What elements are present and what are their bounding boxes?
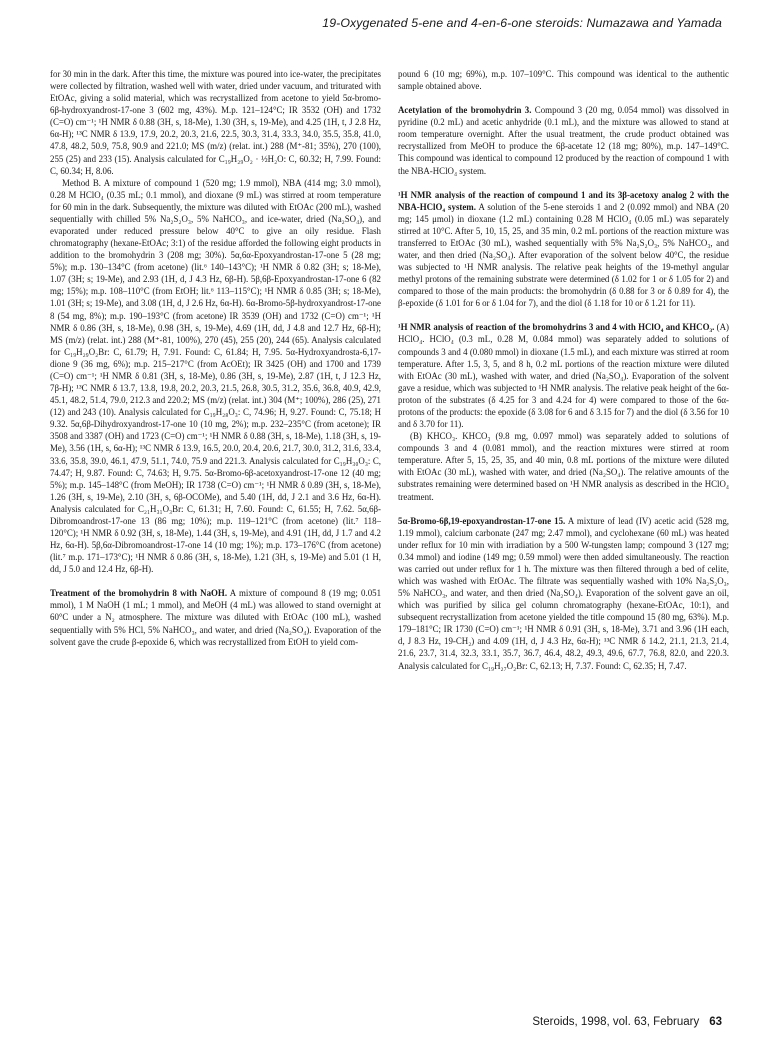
page-footer bbox=[532, 1016, 722, 1028]
journal-citation: Steroids, 1998, vol. 63, February bbox=[532, 1016, 700, 1028]
section-body: (A) HClO₄. HClO₄ (0.3 mL, 0.28 M, 0.084 mmol) was separately added to solutions of compounds 3 and 4 (0.080 mmol) in dioxane (1.5 mL), and each mixture was stirred at room temperature. After 1.5, 3, 5, and 8 h, 0.2 mL portions of the reaction mixture were diluted with EtOAc (30 mL), washed with water, and dried (Na₂SO₄). Evaporation of the solvent gave a residue, which was subjected to ¹H NMR analysis. The relative peak height of the 6α-proton of the substrates (δ 4.25 for 3 and 4.24 for 4) were compared to those of the 6α-protons of the products: the epoxide (δ 3.08 for 6 and δ 3.15 for 7) and the diol (δ 3.56 for 10 and δ 3.70 for 11). bbox=[398, 322, 729, 430]
paragraph-khco3: (B) KHCO₃. KHCO₃ (9.8 mg, 0.097 mmol) was separately added to solutions of compounds 3 and 4 (0.081 mmol), and the reaction mixtures were stirred at room temperature. After 5, 15, 25, 35, and 40 min, 0.8 mL portions of the mixture were diluted with EtOAc (30 mL), washed with water, and dried (Na₂SO₄). The relative amounts of the substrates remaining were determined based on ¹H NMR analysis as described in the HClO₄ treatment. bbox=[398, 431, 729, 502]
section-heading: Treatment of the bromohydrin 8 with NaOH. bbox=[50, 588, 228, 599]
paragraph-nmr-analysis-1 bbox=[398, 189, 729, 310]
section-heading: 5α-Bromo-6β,19-epoxyandrostan-17-one 15. bbox=[398, 515, 566, 526]
section-body: A mixture of lead (IV) acetic acid (528 mg, 1.19 mmol), calcium carbonate (247 mg; 2.47 mmol), and cyclohexane (60 mL) was heated under reflux for 10 min with irradiation by a 500 W-tungsten lamp; compound 3 (127 mg; 0.34 mmol) and iodine (149 mg; 0.59 mmol) were then added simultaneously. The reaction was carried out under reflux for 1 h. The mixture was then filtered through a bed of celite, which was washed with EtOAc. The filtrate was sequentially washed with 10% Na₂S₂O₃, 5% NaHCO₃, and water, and then dried (Na₂SO₄). Evaporation of the solvent gave an oil, which was purified by silica gel column chromatography (hexane-EtOAc, 10:1), and subsequent recrystallization from acetone yielded the title compound 15 (80 mg, 63%). M.p. 179–181°C; IR 1730 (C=O) cm⁻¹; ¹H NMR δ 0.91 (3H, s, 18-Me), 3.71 and 3.96 (1H each, d, J 8.3 Hz, 19-CH₂) and 4.09 (1H, d, J 4.3 Hz, 6α-H); ¹³C NMR δ 14.2, 21.1, 21.3, 21.4, 21.6, 23.7, 31.4, 32.3, 33.1, 35.7, 36.7, 46.4, 48.2, 49.3, 49.6, 67.7, 76.8, 82.0, and 220.3. Analysis calculated for C₁₉H₂₇O₂Br: C, 62.13; H, 7.37. Found: C, 62.35; H, 7.47. bbox=[398, 515, 729, 671]
section-body: A mixture of compound 8 (19 mg; 0.051 mmol), 1 M NaOH (1 mL; 1 mmol), and MeOH (4 mL) was allowed to stand overnight at 60°C under a N₂ atmosphere. The mixture was diluted with EtOAc (100 mL), washed sequentially with 5% HCl, 5% NaHCO₃, and water, and dried (Na₂SO₄). Evaporation of the solvent gave the crude β-epoxide 6, which was recrystallized from EtOH to yield com- bbox=[50, 588, 382, 647]
section-heading: ¹H NMR analysis of reaction of the bromohydrins 3 and 4 with HClO₄ and KHCO₃. bbox=[398, 322, 715, 333]
paragraph-method-b: Method B. A mixture of compound 1 (520 mg; 1.9 mmol), NBA (414 mg; 3.0 mmol), 0.28 M HClO₄ (0.35 mL; 0.1 mmol), and dioxane (9 mL) was stirred at room temperature for 60 min in the dark. Subsequently, the mixture was diluted with EtOAc (200 mL), washed sequentially with chilled 5% Na₂S₂O₃, 5% NaHCO₃, and ice-water, dried (Na₂SO₄), and evaporated under reduced pressure below 40°C to give an oily residue. Flash chromatography (hexane-EtOAc; 3:1) of the residue afforded the following eight products in addition to the bromohydrin 3 (208 mg; 30%). 5α,6α-Epoxyandrostan-17-one 5 (28 mg; 5%); m.p. 130–134°C (from acetone) (lit.⁶ 140–143°C); ¹H NMR δ 0.82 (3H; s; 18-Me), 1.07 (3H; s; 19-Me), and 2.93 (1H, d, J 4.3 Hz, 6β-H). 5β,6β-Epoxyandrostan-17-one 6 (82 mg; 15%); m.p. 108–110°C (from EtOH; lit.⁶ 113–115°C); ¹H NMR δ 0.85 (3H; s; 18-Me), 1.01 (3H; s; 19-Me), and 3.08 (1H, d, J 2.6 Hz, 6α-H). 6α-Bromo-5β-hydroxyandrost-17-one 8 (54 mg, 8%); m.p. 190–193°C (from acetone) IR 3539 (OH) and 1732 (C=O) cm⁻¹; ¹H NMR δ 0.86 (3H, s, 18-Me), 0.98 (3H, s, 19-Me), 4.69 (1H, dd, J 4.8 and 12.7 Hz, 6β-H); MS (m/z) (relat. int.) 288 (M⁺-81, 100%), 270 (45), 255 (20), 244 (65). Analysis calculated for C₁₉H₂₉O₂Br: C, 61.79; H, 7.91. Found: C, 61.84; H, 7.95. 5α-Hydroxyandrosta-6,17-dione 9 (36 mg, 6%); m.p. 215–217°C (from AcOEt); IR 3425 (OH) and 1700 and 1739 (C=O) cm⁻¹; ¹H NMR δ 0.81 (3H, s, 18-Me), 0.86 (3H, s, 19-Me), 2.87 (1H, t, J 12.3 Hz, 7β-H); ¹³C NMR δ 13.7, 13.8, 19.8, 20.2, 20.3, 21.5, 26.8, 30.5, 31.2, 35.6, 36.8, 40.9, 42.9, 45.1, 48.2, 51.4, 79.0, 212.3 and 220.2; MS (m/z) (relat. int.) 304 (M⁺; 100%), 286 (25), 271 (12) and 243 (10). Analysis calculated for C₁₉H₂₈O₃: C, 74.96; H, 9.27. Found: C, 75.18; H 9.32. 5α,6β-Dihydroxyandrost-17-one 10 (10 mg, 2%); m.p. 232–235°C (from acetone); IR 3508 and 3387 (OH) and 1723 (C=O) cm⁻¹; ¹H NMR δ 0.88 (3H, s, 18-Me), 1.18 (3H, s, 19-Me), 3.56 (1H, s, 6α-H); ¹³C NMR δ 13.9, 16.5, 20.0, 20.4, 20.6, 21.7, 30.0, 31.2, 31.6, 33.4, 33.6, 35.8, 39.0, 46.1, 47.9, 51.1, 74.0, 75.9 and 221.3. Analysis calculated for C₁₉H₃₀O₃: C, 74.47; H, 9.87. Found: C, 74.63; H, 9.75. 5α-Bromo-6β-acetoxyandrost-17-one 12 (40 mg; 5%); m.p. 145–148°C (from MeOH); IR 1738 (C=O) cm⁻¹; ¹H NMR δ 0.89 (3H, s, 18-Me), 1.26 (3H, s, 19-Me), 2.10 (3H, s, 6β-OCOMe), and 5.40 (1H, dd, J 2.1 and 3.6 Hz, 6α-H). Analysis calculated for C₂₁H₃₁O₃Br: C, 61.31; H, 7.60. Found: C, 61.55; H, 7.62. 5α,6β-Dibromoandrost-17-one 13 (86 mg; 10%); m.p. 119–121°C (from acetone) (lit.⁷ 118–120°C); ¹H NMR δ 0.92 (3H, s, 18-Me), 1.44 (3H, s, 19-Me), and 4.91 (1H, dd, J 1.7 and 4.2 Hz, 6α-H). 5β,6α-Dibromoandrost-17-one 14 (10 mg; 1%); m.p. 173–176°C (from acetone) (lit.⁷ m.p. 171–173°C); ¹H NMR δ 0.86 (3H, s, 18-Me), 1.21 (3H, s, 19-Me) and 5.01 (1 H, dd, J 5.0 and 12.4 Hz, 6β-H). bbox=[50, 177, 381, 575]
section-heading: ¹H NMR analysis of the reaction of compound 1 and its 3β-acetoxy analog 2 with the NBA-HClO₄ system. bbox=[398, 189, 729, 212]
paragraph-compound-15 bbox=[398, 515, 729, 672]
left-column bbox=[50, 68, 381, 648]
section-heading: Acetylation of the bromohydrin 3. bbox=[398, 105, 532, 116]
right-column bbox=[398, 68, 729, 672]
section-body: Compound 3 (20 mg, 0.054 mmol) was dissolved in pyridine (0.2 mL) and acetic anhydride (0.1 mL), and the mixture was allowed to stand at room temperature overnight. After the usual treatment, the crude product obtained was recrystallized from MeOH to produce the 6β-acetate 12 (18 mg; 80%), m.p. 147–149°C. This compound was identical to compound 12 produced by the reaction of compound 1 with the NBA-HClO₄ system. bbox=[398, 105, 729, 176]
paragraph-naoh-treatment bbox=[50, 587, 381, 647]
page-number: 63 bbox=[709, 1016, 722, 1028]
running-header: 19-Oxygenated 5-ene and 4-en-6-one steroids: Numazawa and Yamada bbox=[322, 16, 722, 30]
paragraph-acetylation bbox=[398, 104, 729, 176]
paragraph-compound-6-end: pound 6 (10 mg; 69%), m.p. 107–109°C. This compound was identical to the authentic sample obtained above. bbox=[398, 69, 729, 92]
paragraph-bromohydrin-3-end: for 30 min in the dark. After this time, the mixture was poured into ice-water, the precipitates were collected by filtration, washed well with water, dried under vacuum, and triturated with EtOAc, giving a solid material, which was recrystallized from acetone to yield 5α-bromo-6β-hydroxyandrost-17-one 3 (602 mg, 43%). M.p. 121–124°C; IR 3532 (OH) and 1732 (C=O) cm⁻¹; ¹H NMR δ 0.88 (3H, s, 18-Me), 1.30 (3H, s, 19-Me), and 4.25 (1H, t, J 2.8 Hz, 6α-H); ¹³C NMR δ 13.9, 17.9, 20.2, 20.3, 21.6, 22.5, 30.3, 31.4, 33.3, 34.0, 35.5, 35.8, 41.0, 47.8, 48.2, 50.9, 75.8, 90.9 and 221.0; MS (m/z) (relat. int.) 288 (M⁺-81; 35%), 270 (100), 255 (25) and 233 (15). Analysis calculated for C₁₉H₂₉O₂ · ½H₂O: C, 60.32; H, 7.99. Found: C, 60.34; H, 8.06. bbox=[50, 69, 381, 176]
paragraph-nmr-analysis-3-4 bbox=[398, 321, 729, 430]
section-body: A solution of the 5-ene steroids 1 and 2 (0.092 mmol) and NBA (20 mg; 145 μmol) in dioxane (1.2 mL) containing 0.28 M HClO₄ (0.05 mL) was separately stirred at 10°C. After 5, 10, 15, 25, and 35 min, 0.2 mL portions of the reaction mixture was transferred to EtOAc (30 mL), washed sequentially with 5% Na₂S₂O₃, 5% NaHCO₃, and water, and then dried (Na₂SO₄). After evaporation of the solvent below 40°C, the residue was subjected to ¹H NMR analysis. The relative peak heights of the 19-methyl angular methyl protons of the remaining substrate were determined (δ 1.02 for 1 or δ 1.05 for 2) and compared to those of the main products: the bromohydrin (δ 0.88 for 3 or δ 0.89 for 4), the β-epoxide (δ 1.01 for 6 or δ 1.04 for 7), and the diol (δ 1.18 for 10 or δ 1.21 for 11). bbox=[398, 201, 729, 309]
